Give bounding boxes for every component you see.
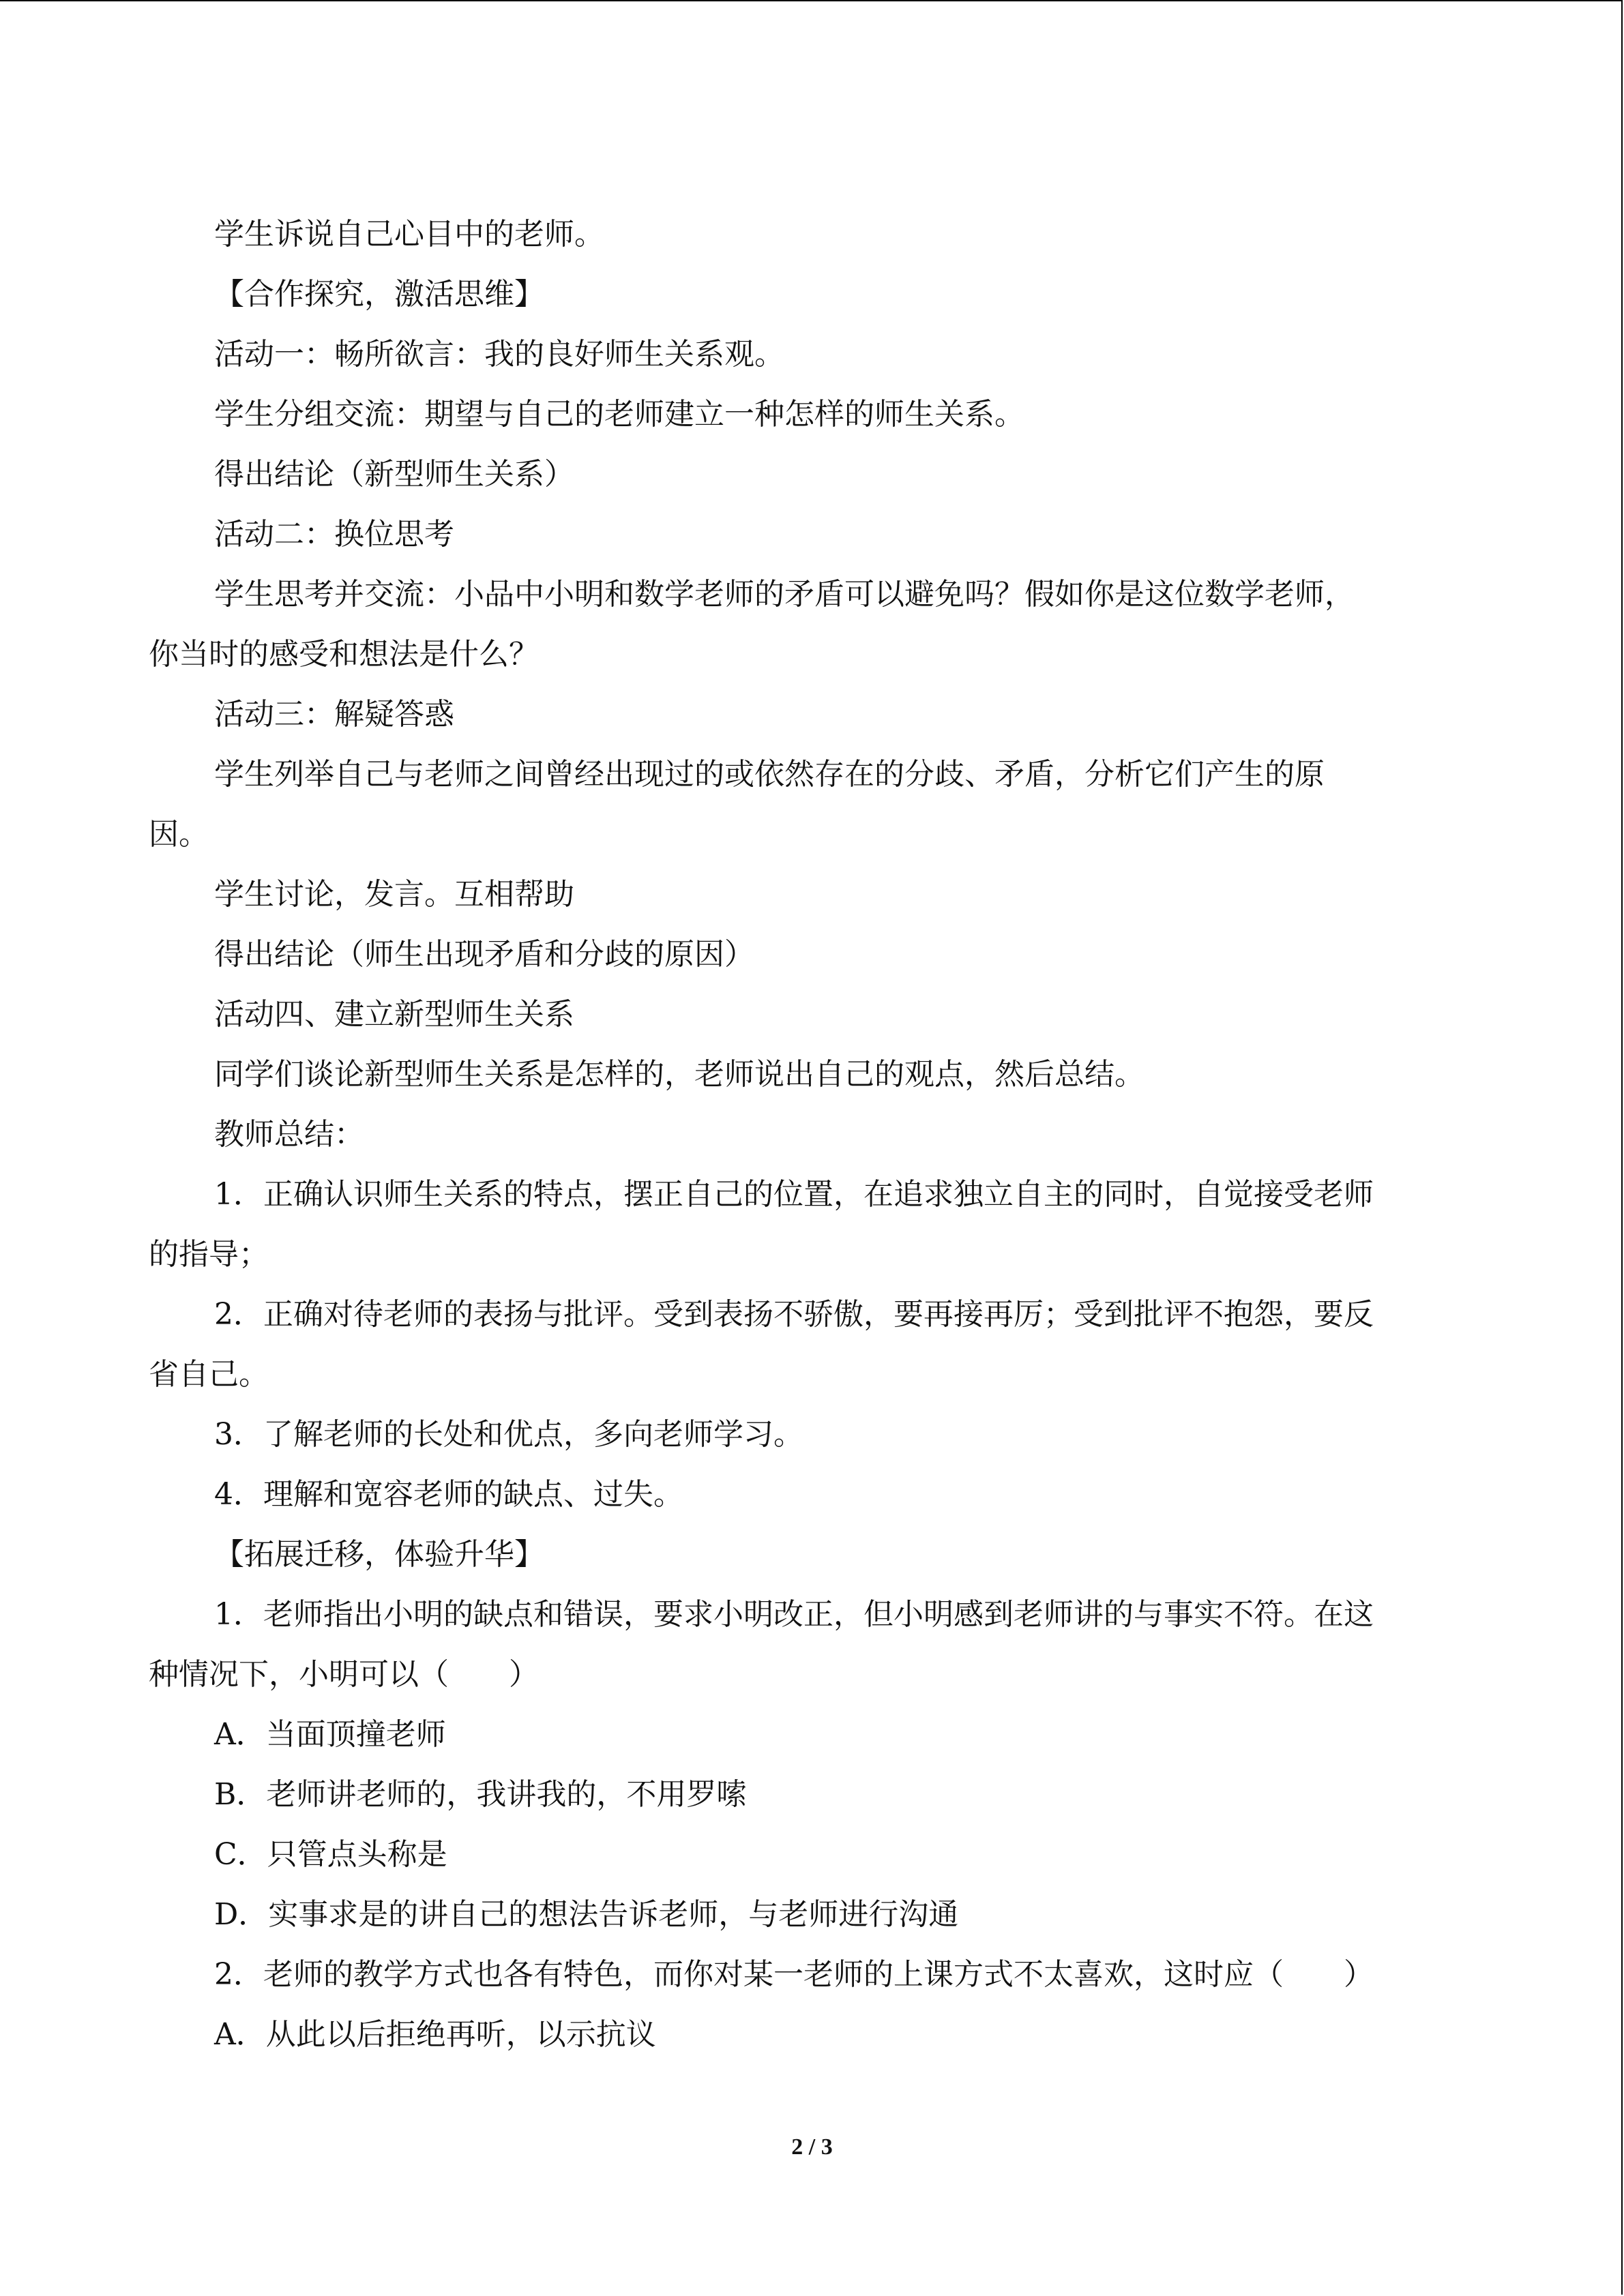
answer-option: A．从此以后拒绝再听，以示抗议 [214,2017,656,2052]
section-heading: 【合作探究，激活思维】 [214,277,544,312]
answer-option: C．只管点头称是 [214,1837,447,1872]
summary-item: 4．理解和宽容老师的缺点、过失。 [214,1477,683,1512]
paragraph-line: 教师总结： [214,1117,364,1152]
answer-option: A．当面顶撞老师 [214,1717,446,1752]
summary-item-continued: 的指导； [149,1237,269,1272]
paragraph-line: 学生列举自己与老师之间曾经出现过的或依然存在的分歧、矛盾，分析它们产生的原 [214,757,1325,792]
question: 1．老师指出小明的缺点和错误，要求小明改正，但小明感到老师讲的与事实不符。在这 [214,1597,1374,1632]
paragraph-line: 得出结论（师生出现矛盾和分歧的原因） [214,937,754,972]
activity-title: 活动三：解疑答惑 [214,697,454,732]
page-number: 2 / 3 [791,2134,833,2160]
summary-item: 2．正确对待老师的表扬与批评。受到表扬不骄傲，要再接再厉；受到批评不抱怨，要反 [214,1297,1374,1332]
paragraph-line: 学生讨论，发言。互相帮助 [214,877,574,912]
summary-item: 3．了解老师的长处和优点，多向老师学习。 [214,1417,803,1452]
paragraph-line: 得出结论（新型师生关系） [214,457,574,492]
paragraph-line-continued: 因。 [149,817,209,852]
answer-option: B．老师讲老师的，我讲我的，不用罗嗦 [214,1777,747,1812]
paragraph-line: 学生思考并交流：小品中小明和数学老师的矛盾可以避免吗？假如你是这位数学老师， [214,577,1355,612]
section-heading: 【拓展迁移，体验升华】 [214,1537,544,1572]
paragraph-line: 学生诉说自己心目中的老师。 [214,217,604,252]
document-body [149,205,1479,2065]
paragraph-line: 同学们谈论新型师生关系是怎样的，老师说出自己的观点，然后总结。 [214,1057,1145,1092]
answer-option: D．实事求是的讲自己的想法告诉老师，与老师进行沟通 [214,1897,959,1932]
paragraph-line-continued: 你当时的感受和想法是什么？ [149,637,539,672]
paragraph-line: 学生分组交流：期望与自己的老师建立一种怎样的师生关系。 [214,397,1024,432]
question-continued: 种情况下，小明可以（ ） [149,1657,539,1692]
activity-title: 活动一：畅所欲言：我的良好师生关系观。 [214,337,784,372]
question: 2．老师的教学方式也各有特色，而你对某一老师的上课方式不太喜欢，这时应（ ） [214,1957,1374,1992]
activity-title: 活动四、建立新型师生关系 [214,997,574,1032]
summary-item: 1．正确认识师生关系的特点，摆正自己的位置，在追求独立自主的同时，自觉接受老师 [214,1177,1374,1212]
activity-title: 活动二：换位思考 [214,517,454,552]
summary-item-continued: 省自己。 [149,1357,269,1392]
